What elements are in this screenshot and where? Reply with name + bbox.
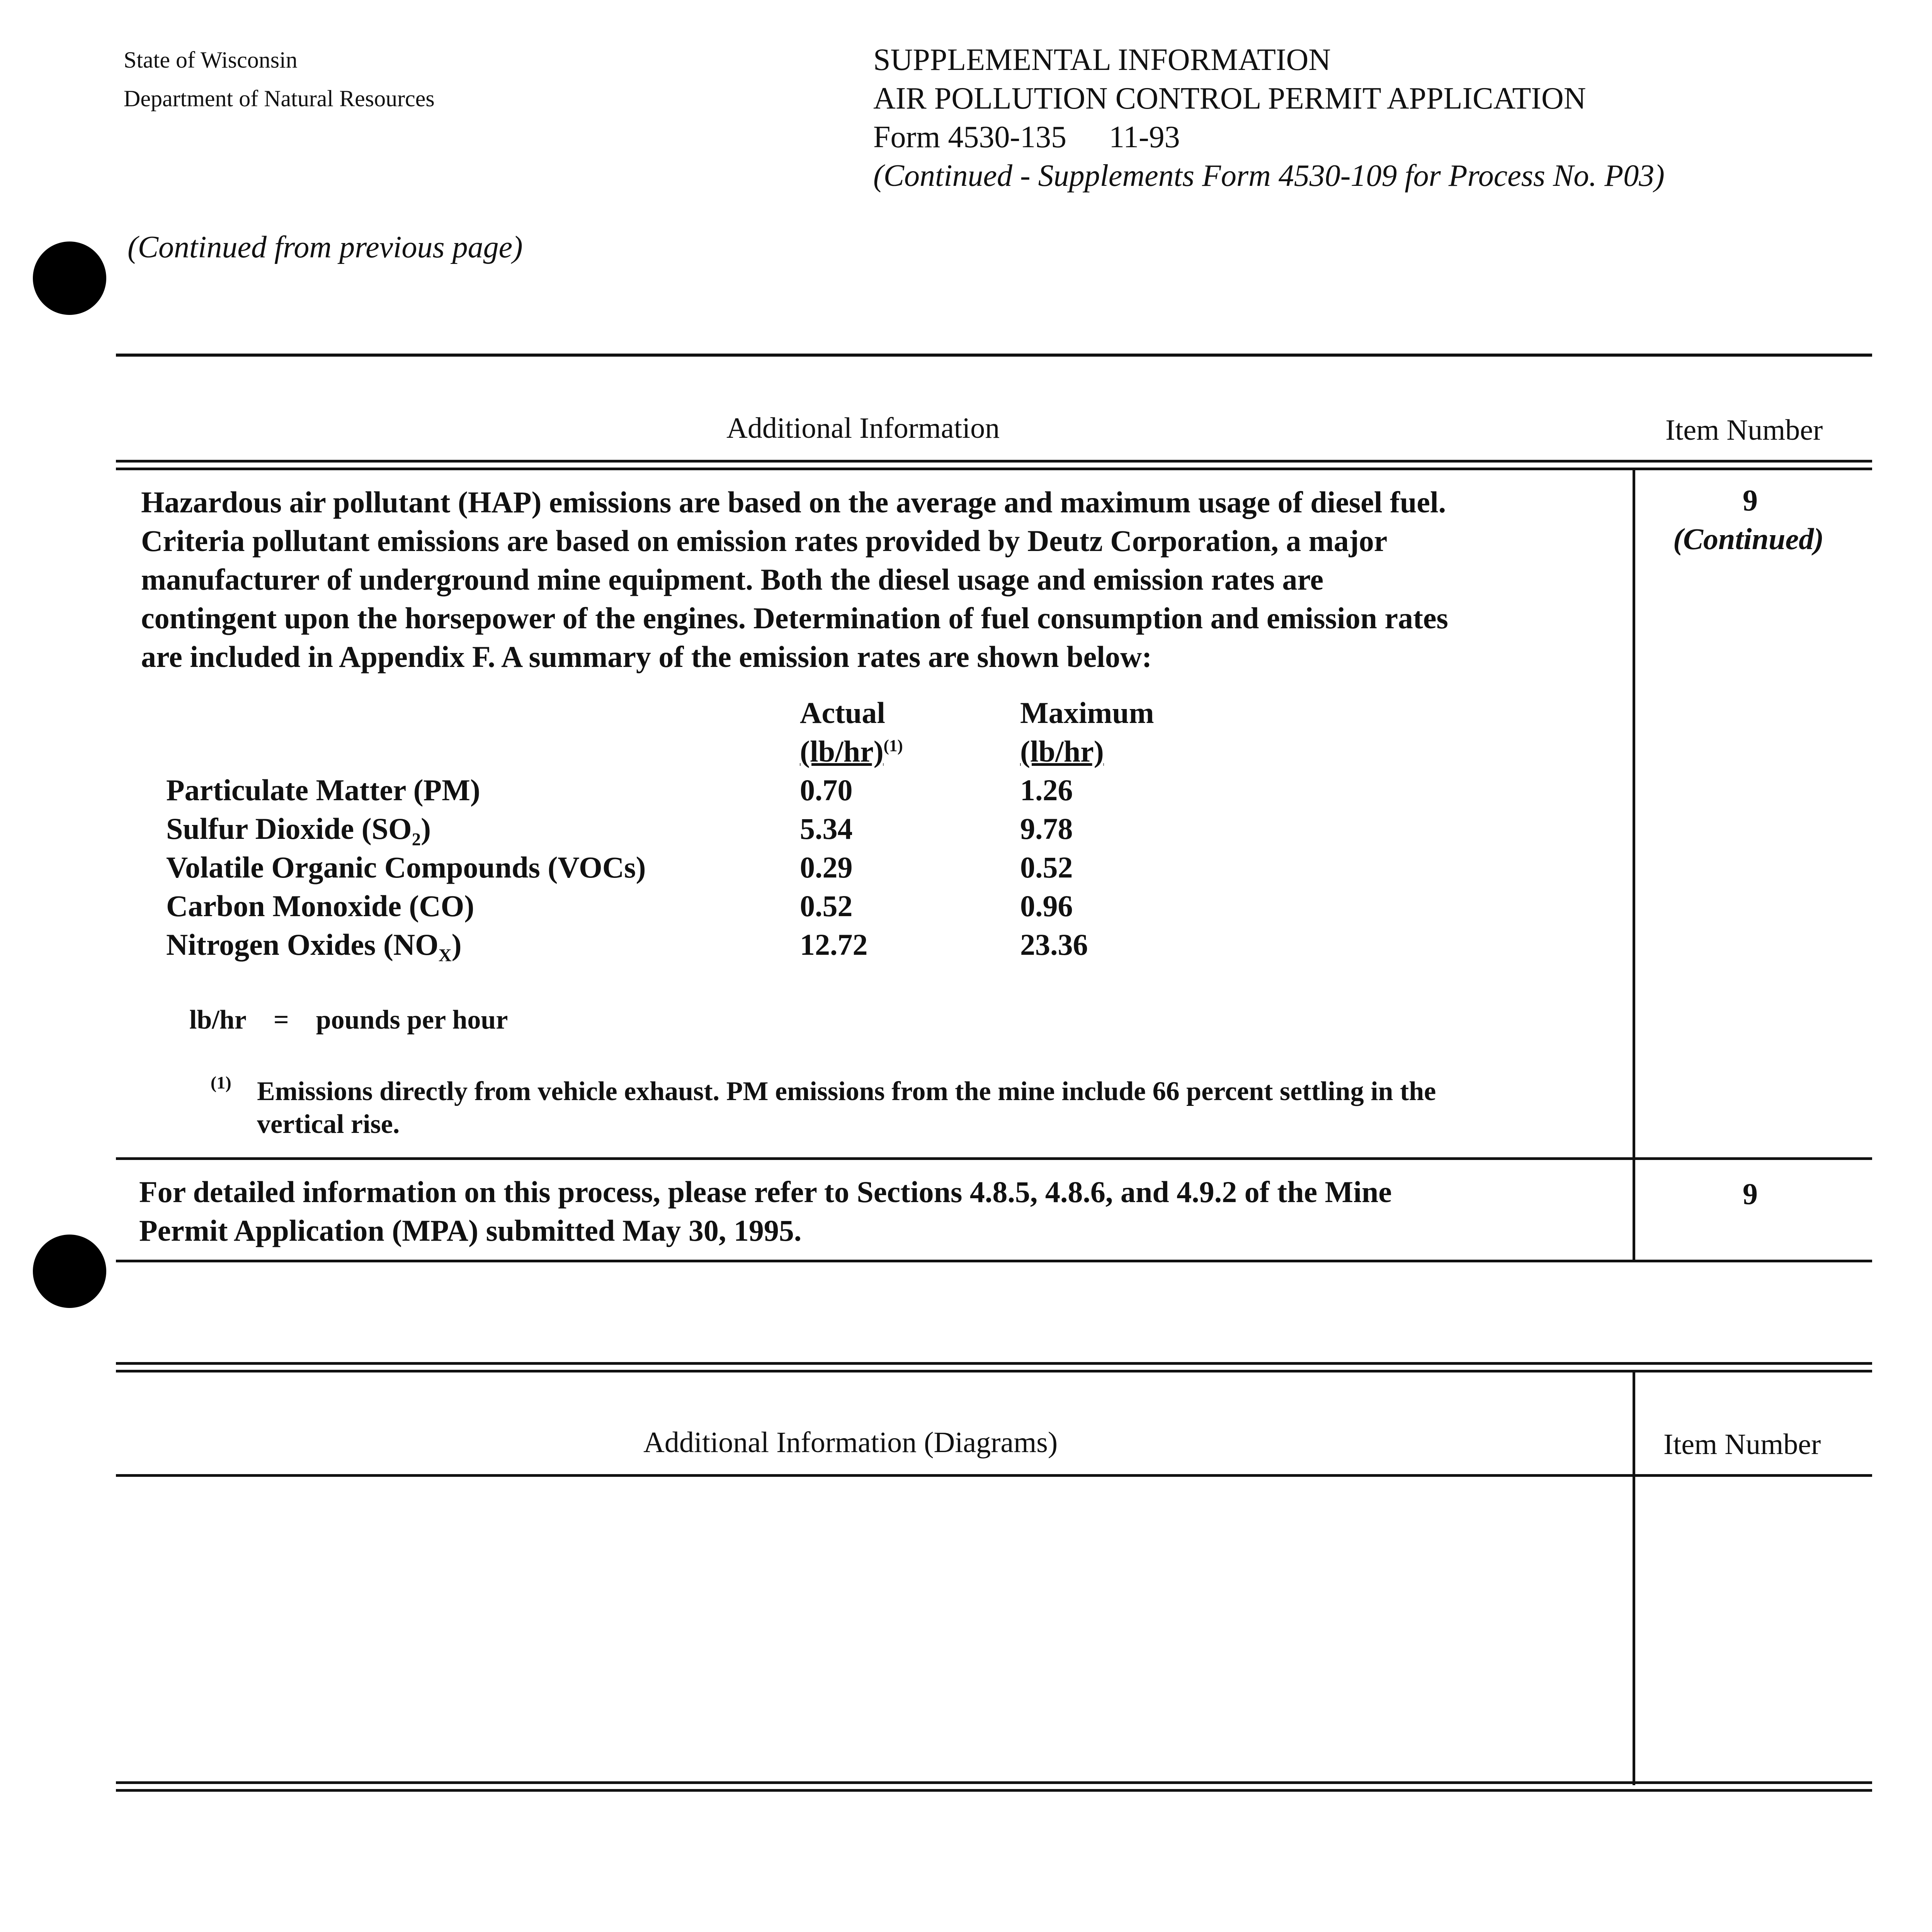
agency-department: Department of Natural Resources	[124, 86, 435, 111]
nox-label-end: )	[451, 928, 462, 961]
row-max-vocs: 0.52	[1020, 850, 1073, 884]
row-actual-vocs: 0.29	[800, 850, 853, 884]
footnote-line-2: vertical rise.	[257, 1109, 400, 1139]
col-actual-unit-text: (lb/hr)	[800, 735, 884, 768]
row-max-so2: 9.78	[1020, 812, 1073, 845]
section1-heading: Additional Information	[726, 412, 1000, 444]
section1-double-rule-bottom	[116, 468, 1872, 470]
form-number-line	[873, 118, 1180, 156]
paragraph-line: manufacturer of underground mine equipment. Both the diesel usage and emission rates are	[141, 563, 1324, 596]
item-continued: (Continued)	[1673, 522, 1824, 556]
unit-eq: =	[273, 1005, 289, 1035]
col-actual-footnote-ref: (1)	[883, 737, 903, 755]
col-actual-heading: Actual	[800, 696, 885, 730]
unit-key-line	[189, 1005, 508, 1036]
section2-item-heading: Item Number	[1663, 1428, 1821, 1461]
section2-heading: Additional Information (Diagrams)	[643, 1426, 1058, 1459]
row-max-pm: 1.26	[1020, 773, 1073, 807]
unit-key: lb/hr	[189, 1005, 247, 1035]
detail-row-rule-bottom	[116, 1260, 1872, 1262]
paragraph-line: Criteria pollutant emissions are based on emission rates provided by Deutz Corporation, a major	[141, 524, 1388, 558]
section2-double-rule-bottom-b	[116, 1789, 1872, 1792]
nox-subscript: X	[438, 945, 452, 966]
section2-double-rule-top-a	[116, 1362, 1872, 1365]
row-max-nox: 23.36	[1020, 928, 1088, 961]
col-max-unit: (lb/hr)	[1020, 735, 1104, 768]
detail-row-rule-top	[116, 1157, 1872, 1160]
agency-state: State of Wisconsin	[124, 47, 298, 73]
col-actual-unit	[800, 734, 903, 769]
binder-hole-middle	[33, 1235, 106, 1308]
row-label-so2	[166, 811, 431, 850]
detail-line-2: Permit Application (MPA) submitted May 30, 1995.	[139, 1214, 802, 1247]
footnote-mark: (1)	[211, 1073, 231, 1092]
so2-label-end: )	[421, 812, 431, 845]
row-max-co: 0.96	[1020, 889, 1073, 923]
hap-paragraph	[141, 483, 1605, 676]
nox-label-text: Nitrogen Oxides (NO	[166, 928, 439, 961]
row-label-co: Carbon Monoxide (CO)	[166, 889, 474, 923]
form-continued-note: (Continued - Supplements Form 4530-109 for Process No. P03)	[873, 159, 1665, 193]
paragraph-line: contingent upon the horsepower of the engines. Determination of fuel consumption and emission rates	[141, 601, 1448, 635]
row-actual-pm: 0.70	[800, 773, 853, 807]
section2-double-rule-top-b	[116, 1370, 1872, 1372]
footnote-line-1: Emissions directly from vehicle exhaust. PM emissions from the mine include 66 percent settling in the	[257, 1077, 1436, 1106]
so2-label-text: Sulfur Dioxide (SO	[166, 812, 412, 845]
item-number: 9	[1743, 483, 1758, 517]
form-date: 11-93	[1109, 120, 1180, 154]
row-label-nox	[166, 927, 462, 966]
col-max-heading: Maximum	[1020, 696, 1154, 730]
section1-item-heading: Item Number	[1665, 414, 1823, 446]
section1-column-divider	[1633, 468, 1635, 1262]
detail-item-number: 9	[1743, 1177, 1758, 1211]
section2-double-rule-bottom-a	[116, 1781, 1872, 1784]
section2-column-divider	[1633, 1370, 1635, 1785]
paragraph-line: Hazardous air pollutant (HAP) emissions are based on the average and maximum usage of diesel fuel.	[141, 485, 1446, 519]
section1-double-rule-top	[116, 460, 1872, 463]
detail-line-1: For detailed information on this process, please refer to Sections 4.8.5, 4.8.6, and 4.9.2 of the Mine	[139, 1175, 1392, 1209]
row-actual-co: 0.52	[800, 889, 853, 923]
form-title: SUPPLEMENTAL INFORMATION	[873, 43, 1331, 77]
section2-header-rule	[116, 1474, 1872, 1477]
continued-from-note: (Continued from previous page)	[128, 230, 523, 264]
row-label-vocs: Volatile Organic Compounds (VOCs)	[166, 850, 646, 884]
paragraph-line: are included in Appendix F. A summary of the emission rates are shown below:	[141, 640, 1152, 673]
so2-subscript: 2	[412, 829, 421, 850]
row-label-pm: Particulate Matter (PM)	[166, 773, 480, 807]
binder-hole-top	[33, 242, 106, 315]
form-number: Form 4530-135	[873, 120, 1066, 154]
row-actual-nox: 12.72	[800, 928, 868, 961]
form-subtitle: AIR POLLUTION CONTROL PERMIT APPLICATION	[873, 82, 1586, 116]
unit-definition: pounds per hour	[316, 1005, 508, 1035]
header-rule	[116, 354, 1872, 357]
row-actual-so2: 5.34	[800, 812, 853, 845]
